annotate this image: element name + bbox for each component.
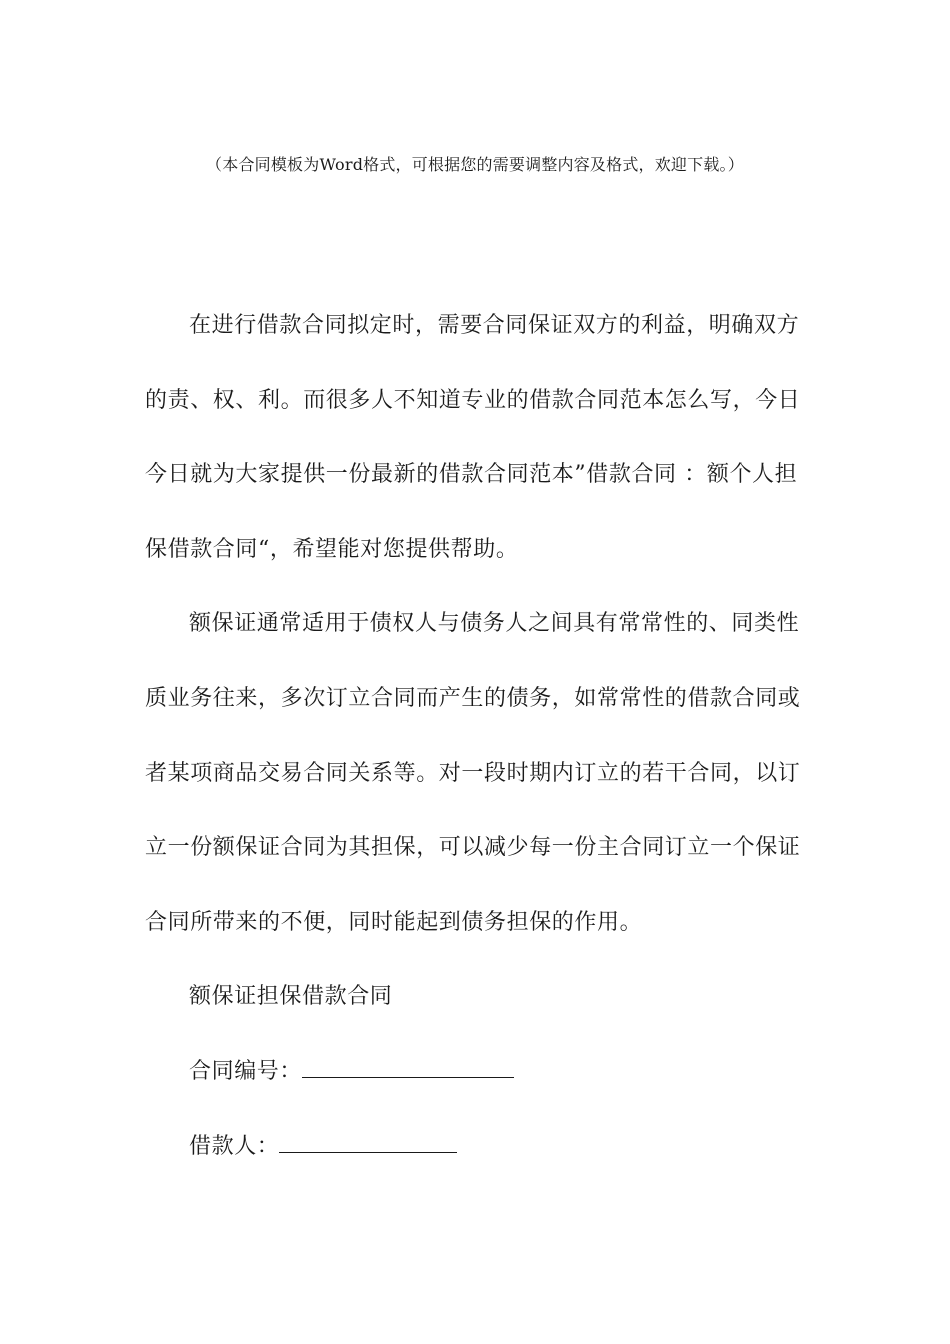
- contract-number-field: [145, 1035, 805, 1110]
- document-body: [145, 289, 805, 1184]
- contract-number-blank: [302, 1059, 514, 1078]
- intro-paragraph: 在进行借款合同拟定时，需要合同保证双方的利益，明确双方的责、权、利。而很多人不知道专业的借款合同范本怎么写，今日今日就为大家提供一份最新的借款合同范本”借款合同 ：额个人担保借款合同“，希望能对您提供帮助。: [145, 313, 801, 562]
- borrower-field: [145, 1110, 805, 1185]
- borrower-label: 借款人：: [189, 1133, 280, 1159]
- contract-title: 额保证担保借款合同: [189, 984, 393, 1010]
- template-note: （本合同模板为Word格式，可根据您的需要调整内容及格式，欢迎下载。）: [206, 155, 744, 174]
- guarantee-paragraph: 额保证通常适用于债权人与债务人之间具有常常性的、同类性质业务往来，多次订立合同而产生的债务，如常常性的借款合同或者某项商品交易合同关系等。对一段时期内订立的若干合同，以订立一份额保证合同为其担保，可以减少每一份主合同订立一个保证合同所带来的不便，同时能起到债务担保的作用。: [145, 611, 801, 935]
- borrower-blank: [279, 1134, 457, 1153]
- contract-number-label: 合同编号：: [189, 1058, 303, 1084]
